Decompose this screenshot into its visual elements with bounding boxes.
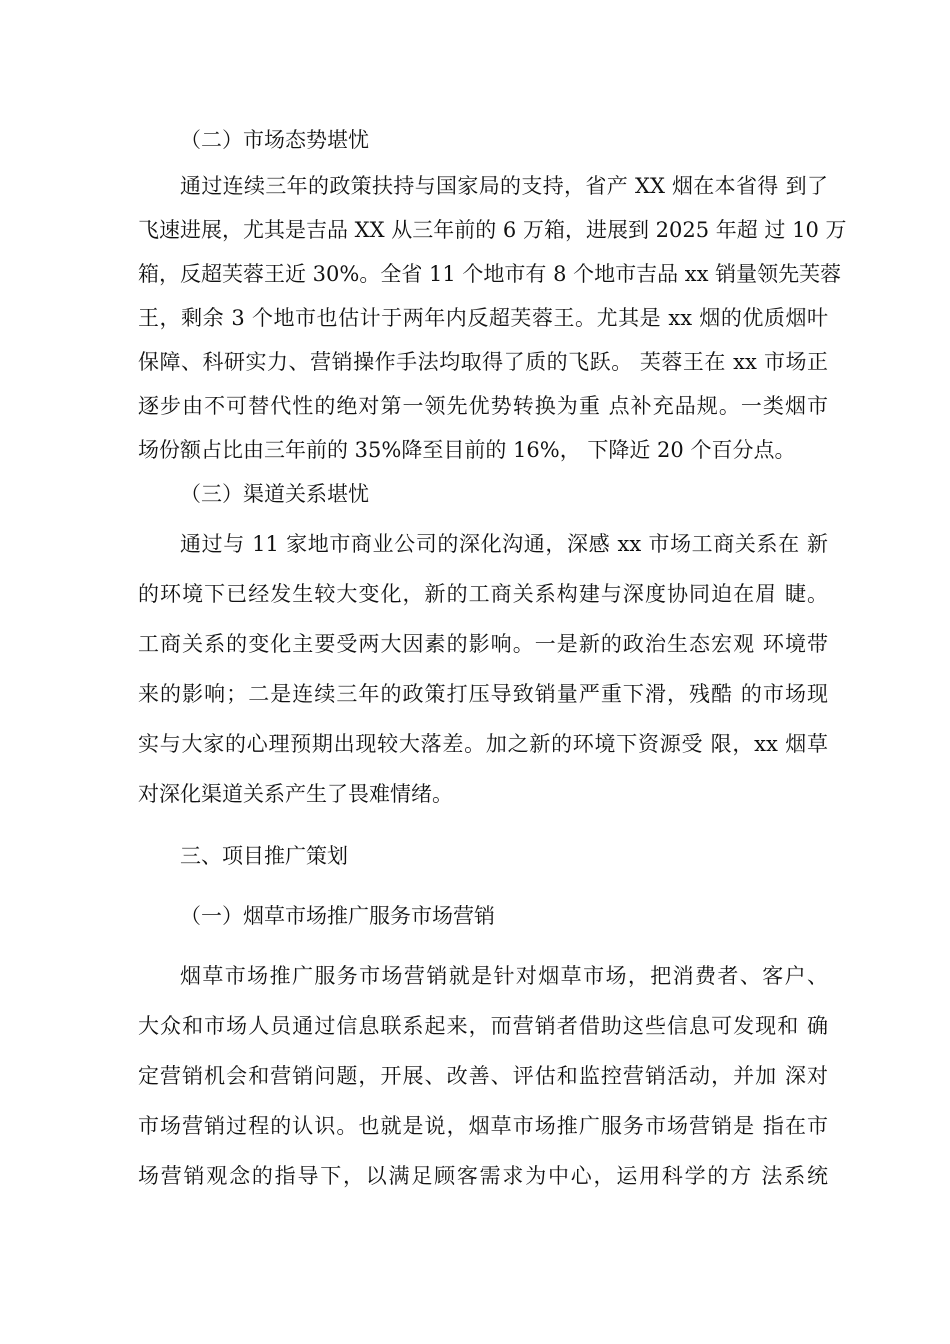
paragraph-line: 大众和市场人员通过信息联系起来，而营销者借助这些信息可发现和 确 xyxy=(138,1014,828,1038)
paragraph-line: 定营销机会和营销问题，开展、改善、评估和监控营销活动，并加 深对 xyxy=(138,1064,828,1088)
paragraph-line: 保障、科研实力、营销操作手法均取得了质的飞跃。 芙蓉王在 xx 市场正 xyxy=(138,350,828,374)
paragraph-line: 场份额占比由三年前的 35%降至目前的 16%， 下降近 20 个百分点。 xyxy=(138,438,796,462)
section-heading-channel-relations: （三）渠道关系堪忧 xyxy=(180,482,369,506)
paragraph-line: 通过连续三年的政策扶持与国家局的支持，省产 XX 烟在本省得 到了 xyxy=(180,174,828,198)
paragraph-line: 场营销观念的指导下，以满足顾客需求为中心，运用科学的方 法系统 xyxy=(138,1164,828,1188)
subsection-heading-tobacco-marketing: （一）烟草市场推广服务市场营销 xyxy=(180,904,495,928)
paragraph-line: 市场营销过程的认识。也就是说，烟草市场推广服务市场营销是 指在市 xyxy=(138,1114,828,1138)
paragraph-line: 烟草市场推广服务市场营销就是针对烟草市场，把消费者、客户、 xyxy=(180,964,828,988)
part-heading-project-promotion: 三、项目推广策划 xyxy=(180,844,348,868)
paragraph-line: 来的影响；二是连续三年的政策打压导致销量严重下滑，残酷 的市场现 xyxy=(138,682,828,706)
paragraph-line: 对深化渠道关系产生了畏难情绪。 xyxy=(138,782,453,806)
paragraph-line: 实与大家的心理预期出现较大落差。加之新的环境下资源受 限，xx 烟草 xyxy=(138,732,828,756)
paragraph-line: 逐步由不可替代性的绝对第一领先优势转换为重 点补充品规。一类烟市 xyxy=(138,394,828,418)
paragraph-line: 通过与 11 家地市商业公司的深化沟通，深感 xx 市场工商关系在 新 xyxy=(180,532,828,556)
paragraph-line: 飞速进展，尤其是吉品 XX 从三年前的 6 万箱，进展到 2025 年超 过 10 万 xyxy=(138,218,847,242)
paragraph-line: 王，剩余 3 个地市也估计于两年内反超芙蓉王。尤其是 xx 烟的优质烟叶 xyxy=(138,306,828,330)
paragraph-line: 箱，反超芙蓉王近 30%。全省 11 个地市有 8 个地市吉品 xx 销量领先芙蓉 xyxy=(138,262,842,286)
paragraph-line: 工商关系的变化主要受两大因素的影响。一是新的政治生态宏观 环境带 xyxy=(138,632,828,656)
section-heading-market-situation: （二）市场态势堪忧 xyxy=(180,128,369,152)
paragraph-line: 的环境下已经发生较大变化，新的工商关系构建与深度协同迫在眉 睫。 xyxy=(138,582,828,606)
